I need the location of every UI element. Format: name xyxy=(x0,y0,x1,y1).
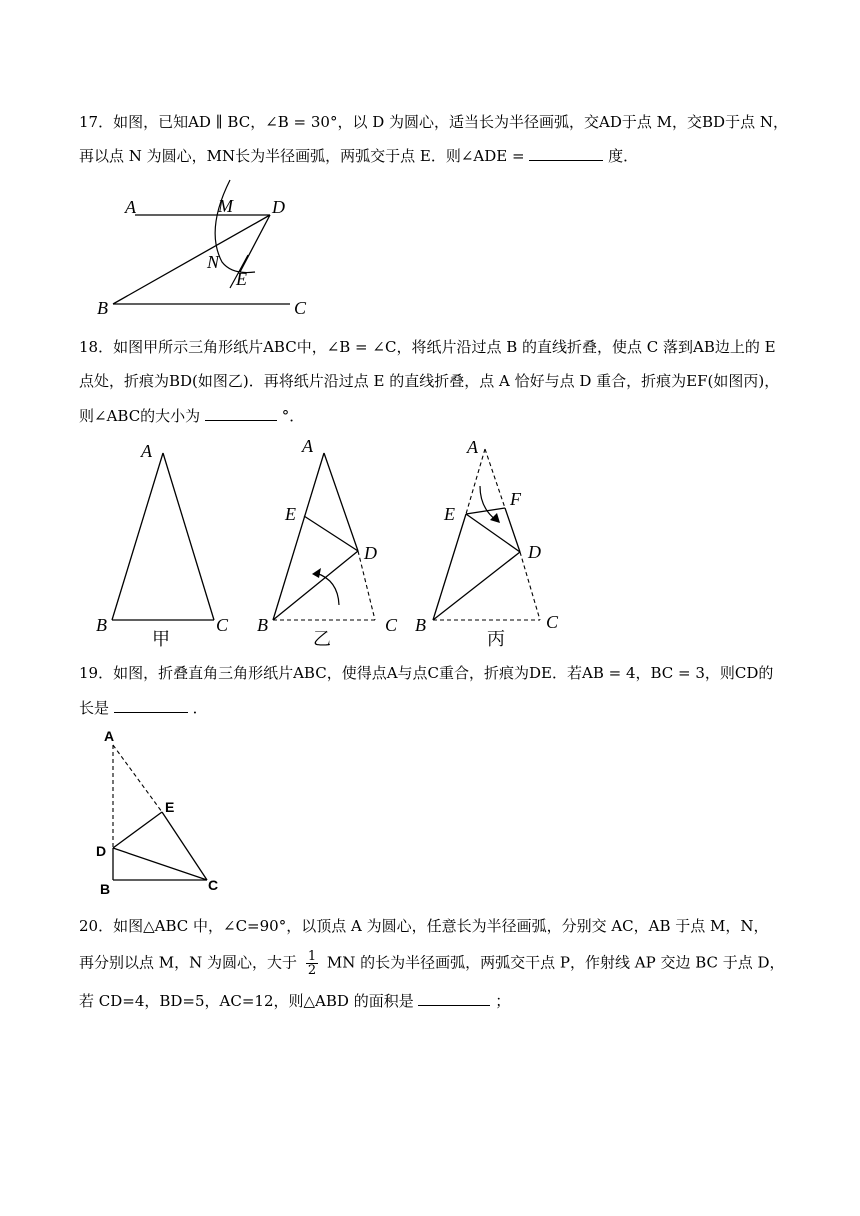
q20-line3 xyxy=(79,991,510,1011)
q18-fig2-label-e: E xyxy=(285,504,296,524)
q19-label-c: C xyxy=(208,877,219,893)
q18-fig2-label-d: D xyxy=(364,543,377,563)
q18-fig2-label-b: B xyxy=(257,615,268,635)
q17-label-d: D xyxy=(272,197,285,217)
q17-answer-blank[interactable] xyxy=(529,146,603,161)
q18-line3-end: °． xyxy=(281,407,305,425)
q17-line2-end: 度． xyxy=(608,147,639,165)
q20-line1: 20．如图△ABC 中，∠C=90°，以顶点 A 为圆心，任意长为半径画弧，分别交 AC，AB 于点 M，N， xyxy=(79,917,769,935)
q19-line2 xyxy=(79,698,208,718)
q17-label-c: C xyxy=(294,298,307,318)
q18-fig1-label-a: A xyxy=(141,441,152,461)
q17-label-e: E xyxy=(236,269,247,289)
q20-answer-blank[interactable] xyxy=(418,991,490,1006)
q17-label-m: M xyxy=(218,196,233,216)
q20-frac-num: 1 xyxy=(307,949,317,964)
q20-line3-end: ； xyxy=(495,992,511,1010)
q17-label-b: B xyxy=(97,298,108,318)
q19-label-a: A xyxy=(104,728,115,744)
q18-fig3-label-d: D xyxy=(528,542,541,562)
q20-line3-text: 若 CD=4，BD=5，AC=12，则△ABD 的面积是 xyxy=(79,992,414,1010)
q18-fig3-caption: 丙 xyxy=(487,629,505,650)
q18-fig3-label-e: E xyxy=(444,504,455,524)
q17-line2-text: 再以点 N 为圆心，MN长为半径画弧，两弧交于点 E．则∠ADE = xyxy=(79,147,525,165)
q18-line3 xyxy=(79,406,304,426)
q17-line2 xyxy=(79,146,638,166)
q19-label-d: D xyxy=(96,843,107,859)
q19-answer-blank[interactable] xyxy=(114,698,188,713)
q18-fig2-label-c: C xyxy=(385,615,398,635)
q17-figure xyxy=(97,175,330,320)
q18-fig3-label-c: C xyxy=(546,612,559,632)
q19-figure xyxy=(90,725,230,895)
q19-label-e: E xyxy=(165,799,175,815)
q20-fraction xyxy=(306,950,318,977)
q17-line1: 17．如图，已知AD ∥ BC，∠B = 30°，以 D 为圆心，适当长为半径画弧，交AD于点 M，交BD于点 N， xyxy=(79,113,788,131)
q18-answer-blank[interactable] xyxy=(205,406,277,421)
q18-fig3-label-b: B xyxy=(415,615,426,635)
q19-label-b: B xyxy=(100,881,111,897)
q20-line2-text-b: MN 的长为半径画弧，两弧交干点 P，作射线 AP 交边 BC 于点 D， xyxy=(326,953,785,972)
q17-label-n: N xyxy=(207,252,220,272)
q18-fig2-caption: 乙 xyxy=(313,629,331,650)
q20-line2-text: 再分别以点 M，N 为圆心，大于 xyxy=(79,953,298,972)
q18-line1: 18．如图甲所示三角形纸片ABC中，∠B = ∠C，将纸片沿过点 B 的直线折叠，使点 C 落到AB边上的 E xyxy=(79,338,776,356)
q17-label-a: A xyxy=(125,197,136,217)
q18-line3-text: 则∠ABC的大小为 xyxy=(79,407,201,425)
q20-line2 xyxy=(79,950,785,977)
q20-frac-den: 2 xyxy=(307,963,317,978)
q18-fig1-label-b: B xyxy=(96,615,107,635)
q18-fig1-caption: 甲 xyxy=(152,629,170,650)
q18-fig2-label-a: A xyxy=(302,436,313,456)
q18-figures xyxy=(90,432,570,652)
q18-fig1-label-c: C xyxy=(216,615,229,635)
q18-line2: 点处，折痕为BD(如图乙)．再将纸片沿过点 E 的直线折叠，点 A 恰好与点 D 重合，折痕为EF(如图丙)， xyxy=(79,372,780,390)
q19-line1: 19．如图，折叠直角三角形纸片ABC，使得点A与点C重合，折痕为DE．若AB = 4，BC = 3，则CD的 xyxy=(79,664,774,682)
q19-line2-end: ． xyxy=(192,699,208,717)
q19-line2-text: 长是 xyxy=(79,699,110,717)
q18-fig3-label-a: A xyxy=(467,437,478,457)
q18-fig3-label-f: F xyxy=(510,489,521,509)
